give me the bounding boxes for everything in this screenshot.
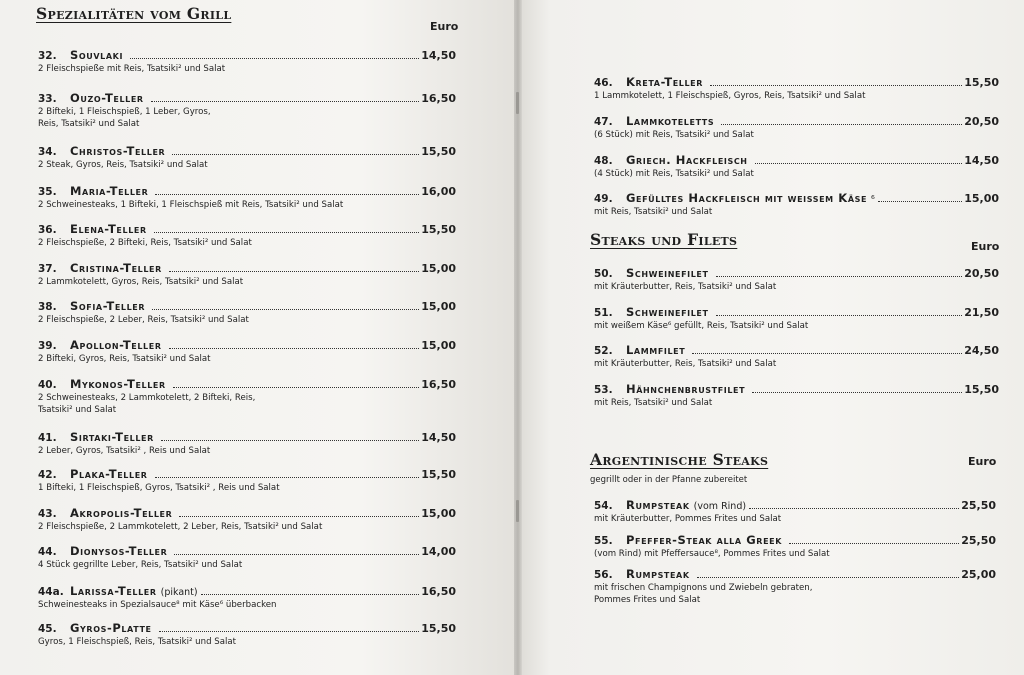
item-description: (vom Rind) mit Pfeffersauce⁸, Pommes Frites und Salat	[594, 549, 830, 559]
item-number: 39.	[38, 340, 57, 352]
menu-item	[38, 91, 456, 130]
dot-leader	[172, 154, 419, 155]
item-price: 15,00	[421, 507, 456, 520]
dot-leader	[692, 353, 962, 354]
item-number: 33.	[38, 93, 57, 105]
item-price: 15,00	[421, 339, 456, 352]
dot-leader	[752, 392, 962, 393]
menu-item	[38, 338, 456, 365]
item-number: 47.	[594, 116, 613, 128]
dot-leader	[749, 508, 959, 509]
item-name-note: (vom Rind)	[693, 501, 747, 512]
dot-leader	[697, 577, 960, 578]
item-price: 16,50	[421, 92, 456, 105]
item-name: Maria-Teller	[70, 184, 149, 198]
dot-leader	[151, 101, 420, 102]
item-price: 15,50	[421, 622, 456, 635]
section-title-grill: Spezialitäten vom Grill	[36, 4, 232, 23]
dot-leader	[155, 477, 420, 478]
menu-item	[38, 467, 456, 494]
menu-item	[38, 48, 456, 75]
dot-leader	[878, 201, 962, 202]
item-price: 15,00	[421, 262, 456, 275]
item-description: 1 Bifteki, 1 Fleischspieß, Gyros, Tsatsiki² , Reis und Salat	[38, 483, 280, 493]
item-name: Apollon-Teller	[70, 338, 162, 352]
menu-item	[594, 305, 999, 332]
dot-leader	[155, 194, 419, 195]
item-price: 16,00	[421, 185, 456, 198]
menu-item	[594, 266, 999, 293]
item-number: 52.	[594, 345, 613, 357]
dot-leader	[152, 309, 419, 310]
preparation-note: gegrillt oder in der Pfanne zubereitet	[590, 475, 748, 485]
dot-leader	[130, 58, 419, 59]
item-name: Plaka-Teller	[70, 467, 148, 481]
item-description: 2 Leber, Gyros, Tsatsiki² , Reis und Salat	[38, 446, 211, 456]
menu-item	[38, 621, 456, 648]
item-name: Sofia-Teller	[70, 299, 146, 313]
item-number: 46.	[594, 77, 613, 89]
item-name: Schweinefilet	[626, 305, 709, 319]
item-number: 48.	[594, 155, 613, 167]
menu-item	[38, 506, 456, 533]
item-name: Lammfilet	[626, 343, 686, 357]
menu-item	[38, 144, 456, 171]
item-name: Akropolis-Teller	[70, 506, 173, 520]
item-name: Rumpsteak	[626, 567, 690, 581]
item-price: 21,50	[964, 306, 999, 319]
menu-item	[594, 114, 999, 141]
item-number: 54.	[594, 500, 613, 512]
item-number: 45.	[38, 623, 57, 635]
item-number: 40.	[38, 379, 57, 391]
menu-item	[38, 261, 456, 288]
dot-leader	[716, 276, 963, 277]
item-price: 14,50	[421, 49, 456, 62]
section-title-argentinian: Argentinische Steaks	[590, 450, 769, 469]
item-description: 1 Lammkotelett, 1 Fleischspieß, Gyros, Reis, Tsatsiki² und Salat	[594, 91, 866, 101]
item-number: 55.	[594, 535, 613, 547]
item-number: 41.	[38, 432, 57, 444]
item-name: Sirtaki-Teller	[70, 430, 154, 444]
item-name: Gyros-Platte	[70, 621, 152, 635]
currency-label: Euro	[968, 455, 997, 468]
item-description: 2 Fleischspieße, 2 Leber, Reis, Tsatsiki² und Salat	[38, 315, 249, 325]
item-number: 50.	[594, 268, 613, 280]
item-number: 37.	[38, 263, 57, 275]
item-number: 32.	[38, 50, 57, 62]
staple	[516, 500, 519, 522]
item-number: 38.	[38, 301, 57, 313]
item-price: 25,00	[961, 568, 996, 581]
item-price: 16,50	[421, 378, 456, 391]
item-description: 4 Stück gegrillte Leber, Reis, Tsatsiki² und Salat	[38, 560, 243, 570]
item-description: 2 Schweinesteaks, 1 Bifteki, 1 Fleischspieß mit Reis, Tsatsiki² und Salat	[38, 200, 344, 210]
item-name-note: ⁶	[871, 194, 875, 205]
item-price: 20,50	[964, 267, 999, 280]
item-description: mit Kräuterbutter, Reis, Tsatsiki² und Salat	[594, 359, 777, 369]
item-price: 15,00	[964, 192, 999, 205]
menu-item	[38, 544, 456, 571]
item-name: Schweinefilet	[626, 266, 709, 280]
item-description: 2 Steak, Gyros, Reis, Tsatsiki² und Salat	[38, 160, 208, 170]
dot-leader	[755, 163, 963, 164]
item-price: 15,50	[964, 76, 999, 89]
item-number: 44.	[38, 546, 57, 558]
menu-item	[38, 377, 456, 416]
item-name: Mykonos-Teller	[70, 377, 166, 391]
item-description: Gyros, 1 Fleischspieß, Reis, Tsatsiki² und Salat	[38, 637, 236, 647]
item-price: 14,00	[421, 545, 456, 558]
menu-item	[594, 533, 996, 560]
item-price: 14,50	[421, 431, 456, 444]
item-number: 49.	[594, 193, 613, 205]
item-name-note: (pikant)	[160, 587, 198, 598]
dot-leader	[710, 85, 962, 86]
item-description: mit Reis, Tsatsiki² und Salat	[594, 398, 713, 408]
dot-leader	[179, 516, 419, 517]
item-name: Hähnchenbrustfilet	[626, 382, 746, 396]
currency-label: Euro	[971, 240, 1000, 253]
item-description: 2 Fleischspieße, 2 Bifteki, Reis, Tsatsiki² und Salat	[38, 238, 252, 248]
dot-leader	[154, 232, 419, 233]
item-name: Larissa-Teller	[70, 584, 157, 598]
menu-item	[594, 498, 996, 525]
item-number: 43.	[38, 508, 57, 520]
dot-leader	[174, 554, 419, 555]
item-number: 42.	[38, 469, 57, 481]
dot-leader	[789, 543, 959, 544]
item-name: Kreta-Teller	[626, 75, 703, 89]
item-price: 24,50	[964, 344, 999, 357]
item-number: 56.	[594, 569, 613, 581]
item-price: 16,50	[421, 585, 456, 598]
item-number: 51.	[594, 307, 613, 319]
item-price: 25,50	[961, 499, 996, 512]
item-price: 25,50	[961, 534, 996, 547]
currency-label: Euro	[430, 20, 459, 33]
item-number: 44a.	[38, 586, 64, 598]
item-description: 2 Bifteki, Gyros, Reis, Tsatsiki² und Salat	[38, 354, 211, 364]
item-name: Elena-Teller	[70, 222, 147, 236]
item-price: 15,50	[421, 223, 456, 236]
menu-item	[38, 184, 456, 211]
item-name: Gefülltes Hackfleisch mit weissem Käse	[626, 191, 868, 205]
item-name: Rumpsteak	[626, 498, 690, 512]
item-name: Lammkoteletts	[626, 114, 715, 128]
menu-item	[594, 153, 999, 180]
item-name: Christos-Teller	[70, 144, 166, 158]
dot-leader	[169, 271, 419, 272]
menu-item	[594, 191, 999, 218]
item-price: 14,50	[964, 154, 999, 167]
menu-item	[38, 430, 456, 457]
item-description: 2 Bifteki, 1 Fleischspieß, 1 Leber, Gyros, Reis, Tsatsiki² und Salat	[38, 107, 211, 129]
item-description: mit Kräuterbutter, Reis, Tsatsiki² und Salat	[594, 282, 777, 292]
item-name: Pfeffer-Steak alla Greek	[626, 533, 782, 547]
item-number: 35.	[38, 186, 57, 198]
item-price: 15,50	[421, 468, 456, 481]
item-description: mit Reis, Tsatsiki² und Salat	[594, 207, 713, 217]
item-description: 2 Schweinesteaks, 2 Lammkotelett, 2 Bifteki, Reis, Tsatsiki² und Salat	[38, 393, 256, 415]
item-number: 34.	[38, 146, 57, 158]
item-description: mit weißem Käse⁶ gefüllt, Reis, Tsatsiki² und Salat	[594, 321, 809, 331]
section-title-steaks: Steaks und Filets	[590, 230, 738, 249]
item-description: (6 Stück) mit Reis, Tsatsiki² und Salat	[594, 130, 754, 140]
menu-item	[38, 222, 456, 249]
menu-item	[594, 75, 999, 102]
item-name: Dionysos-Teller	[70, 544, 168, 558]
item-description: (4 Stück) mit Reis, Tsatsiki² und Salat	[594, 169, 754, 179]
menu-item	[38, 299, 456, 326]
item-description: 2 Fleischspieße mit Reis, Tsatsiki² und Salat	[38, 64, 226, 74]
dot-leader	[721, 124, 962, 125]
dot-leader	[716, 315, 963, 316]
dot-leader	[169, 348, 420, 349]
dot-leader	[173, 387, 419, 388]
item-price: 15,50	[421, 145, 456, 158]
staple	[516, 92, 519, 114]
item-description: mit Kräuterbutter, Pommes Frites und Salat	[594, 514, 782, 524]
item-name: Souvlaki	[70, 48, 124, 62]
menu-item	[594, 567, 996, 606]
item-number: 53.	[594, 384, 613, 396]
menu-item	[594, 382, 999, 409]
menu-item	[38, 584, 456, 611]
item-number: 36.	[38, 224, 57, 236]
item-price: 15,50	[964, 383, 999, 396]
item-name: Ouzo-Teller	[70, 91, 144, 105]
item-name: Cristina-Teller	[70, 261, 162, 275]
dot-leader	[161, 440, 419, 441]
item-description: 2 Fleischspieße, 2 Lammkotelett, 2 Leber, Reis, Tsatsiki² und Salat	[38, 522, 323, 532]
dot-leader	[159, 631, 420, 632]
item-name: Griech. Hackfleisch	[626, 153, 748, 167]
item-description: mit frischen Champignons und Zwiebeln gebraten, Pommes Frites und Salat	[594, 583, 813, 605]
item-description: Schweinesteaks in Spezialsauce⁸ mit Käse⁶ überbacken	[38, 600, 277, 610]
item-price: 20,50	[964, 115, 999, 128]
item-price: 15,00	[421, 300, 456, 313]
dot-leader	[201, 594, 420, 595]
menu-item	[594, 343, 999, 370]
item-description: 2 Lammkotelett, Gyros, Reis, Tsatsiki² und Salat	[38, 277, 244, 287]
